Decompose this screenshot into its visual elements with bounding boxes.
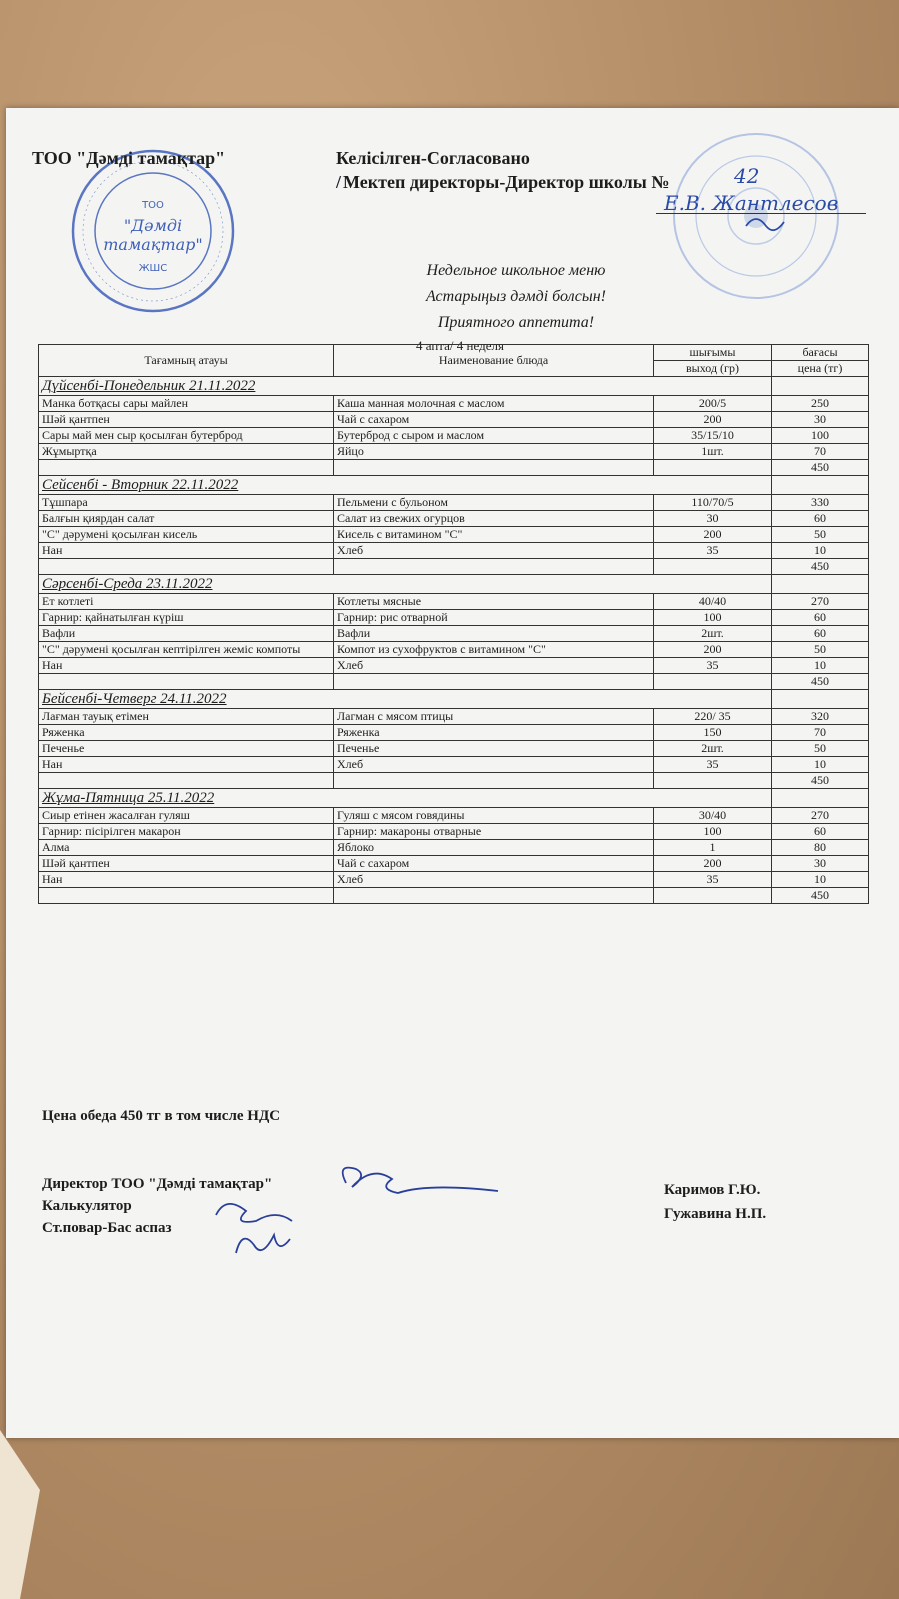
director-label: Директор ТОО "Дәмді тамақтар"	[42, 1176, 273, 1192]
dish-price: 50	[772, 741, 869, 757]
dish-price: 250	[772, 396, 869, 412]
director-line: / Мектеп директоры-Директор школы №	[336, 172, 670, 192]
table-row	[39, 543, 869, 559]
dish-name-ru: Вафли	[334, 626, 654, 642]
table-row	[39, 511, 869, 527]
col-header-name-kz: Тағамның атауы	[39, 345, 334, 377]
dish-name-ru: Котлеты мясные	[334, 594, 654, 610]
empty-cell	[334, 888, 654, 904]
dish-price: 60	[772, 511, 869, 527]
menu-title: Недельное школьное меню	[426, 262, 606, 279]
day-total: 450	[772, 888, 869, 904]
dish-price: 50	[772, 642, 869, 658]
director-signature	[656, 178, 846, 248]
dish-yield: 35	[654, 872, 772, 888]
dish-name-ru: Яйцо	[334, 444, 654, 460]
approval-block	[336, 146, 669, 194]
dish-price: 60	[772, 610, 869, 626]
total-row	[39, 674, 869, 690]
dish-price: 330	[772, 495, 869, 511]
menu-table	[38, 344, 869, 904]
dish-yield: 200	[654, 527, 772, 543]
dish-name-ru: Салат из свежих огурцов	[334, 511, 654, 527]
total-row	[39, 888, 869, 904]
table-row	[39, 527, 869, 543]
dish-name-kz: Жұмыртқа	[39, 444, 334, 460]
dish-yield: 110/70/5	[654, 495, 772, 511]
dish-name-kz: Гарнир: пісірілген макарон	[39, 824, 334, 840]
table-row	[39, 396, 869, 412]
empty-cell	[772, 690, 869, 709]
calculator-label: Калькулятор	[42, 1198, 132, 1214]
dish-name-kz: Нан	[39, 757, 334, 773]
dish-name-kz: Шәй қантпен	[39, 412, 334, 428]
dish-yield: 150	[654, 725, 772, 741]
dish-name-kz: Тұшпара	[39, 495, 334, 511]
day-title: Дүйсенбі-Понедельник 21.11.2022	[39, 377, 772, 396]
company-stamp	[68, 146, 238, 316]
dish-name-kz: Балғын қиярдан салат	[39, 511, 334, 527]
menu-title-block	[386, 258, 646, 336]
dish-yield: 35/15/10	[654, 428, 772, 444]
wish-ru: Приятного аппетита!	[437, 314, 595, 331]
dish-name-kz: Сиыр етінен жасалған гуляш	[39, 808, 334, 824]
empty-cell	[654, 674, 772, 690]
table-row	[39, 709, 869, 725]
empty-cell	[334, 559, 654, 575]
table-row	[39, 872, 869, 888]
dish-name-kz: Ет котлеті	[39, 594, 334, 610]
dish-price: 30	[772, 412, 869, 428]
calculator-name: Гужавина Н.П.	[664, 1206, 767, 1222]
stamp-bottom-text: ЖШС	[138, 263, 168, 274]
empty-cell	[772, 575, 869, 594]
day-title: Жұма-Пятница 25.11.2022	[39, 789, 772, 808]
agreed-label: Келісілген-Согласовано	[336, 148, 530, 168]
dish-name-ru: Кисель с витамином "С"	[334, 527, 654, 543]
stamp-top-text: ТОО	[142, 200, 164, 211]
dish-yield: 200	[654, 856, 772, 872]
dish-yield: 35	[654, 658, 772, 674]
dish-yield: 35	[654, 757, 772, 773]
school-number: 42	[734, 164, 760, 188]
empty-cell	[654, 559, 772, 575]
dish-name-ru: Чай с сахаром	[334, 412, 654, 428]
dish-name-kz: Нан	[39, 658, 334, 674]
dish-name-kz: Сары май мен сыр қосылған бутерброд	[39, 428, 334, 444]
dish-name-kz: Нан	[39, 872, 334, 888]
dish-price: 70	[772, 725, 869, 741]
empty-cell	[39, 773, 334, 789]
dish-price: 60	[772, 824, 869, 840]
col-header-yield-kz: шығымы	[654, 345, 772, 361]
day-header-row	[39, 575, 869, 594]
table-row	[39, 856, 869, 872]
footer-signatures	[196, 1153, 516, 1263]
table-row	[39, 594, 869, 610]
dish-price: 10	[772, 757, 869, 773]
day-total: 450	[772, 674, 869, 690]
stamp-name-line1: "Дәмді	[123, 216, 183, 235]
table-row	[39, 658, 869, 674]
dish-price: 50	[772, 527, 869, 543]
empty-cell	[772, 377, 869, 396]
table-row	[39, 495, 869, 511]
table-row	[39, 610, 869, 626]
dish-price: 80	[772, 840, 869, 856]
dish-name-ru: Ряженка	[334, 725, 654, 741]
dish-name-ru: Хлеб	[334, 543, 654, 559]
week-label: 4 апта/ 4 неделя	[416, 338, 504, 353]
dish-yield: 100	[654, 610, 772, 626]
total-row	[39, 773, 869, 789]
dish-price: 10	[772, 543, 869, 559]
table-row	[39, 642, 869, 658]
day-header-row	[39, 377, 869, 396]
empty-cell	[39, 888, 334, 904]
day-total: 450	[772, 559, 869, 575]
chef-label: Ст.повар-Бас аспаз	[42, 1220, 172, 1236]
dish-name-ru: Бутерброд с сыром и маслом	[334, 428, 654, 444]
dish-name-kz: Печенье	[39, 741, 334, 757]
table-row	[39, 626, 869, 642]
dish-yield: 200	[654, 412, 772, 428]
dish-yield: 30/40	[654, 808, 772, 824]
day-header-row	[39, 789, 869, 808]
day-title: Бейсенбі-Четверг 24.11.2022	[39, 690, 772, 709]
table-row	[39, 808, 869, 824]
table-row	[39, 428, 869, 444]
dish-yield: 200	[654, 642, 772, 658]
empty-cell	[334, 773, 654, 789]
dish-name-ru: Лагман с мясом птицы	[334, 709, 654, 725]
dish-yield: 40/40	[654, 594, 772, 610]
dish-price: 270	[772, 808, 869, 824]
empty-cell	[654, 460, 772, 476]
dish-name-ru: Каша манная молочная с маслом	[334, 396, 654, 412]
empty-cell	[772, 476, 869, 495]
dish-name-ru: Хлеб	[334, 872, 654, 888]
dish-name-ru: Хлеб	[334, 757, 654, 773]
signature-text: Е.В. Жантлесов	[664, 191, 839, 215]
table-row	[39, 412, 869, 428]
empty-cell	[654, 773, 772, 789]
signatory-names	[664, 1178, 766, 1226]
dish-name-kz: Манка ботқасы сары майлен	[39, 396, 334, 412]
total-row	[39, 559, 869, 575]
dish-name-kz: Алма	[39, 840, 334, 856]
stamp-name-line2: тамақтар"	[103, 235, 203, 254]
dish-name-ru: Печенье	[334, 741, 654, 757]
dish-yield: 100	[654, 824, 772, 840]
dish-name-ru: Хлеб	[334, 658, 654, 674]
dish-price: 100	[772, 428, 869, 444]
table-row	[39, 840, 869, 856]
day-header-row	[39, 690, 869, 709]
empty-cell	[334, 674, 654, 690]
wish-kz: Астарыңыз дәмді болсын!	[426, 288, 606, 305]
director-name: Каримов Г.Ю.	[664, 1182, 761, 1198]
dish-name-kz: Лағман тауық етімен	[39, 709, 334, 725]
table-row	[39, 824, 869, 840]
company-name: ТОО "Дәмді тамақтар"	[32, 148, 226, 168]
col-header-price-ru: цена (тг)	[772, 361, 869, 377]
col-header-yield-ru: выход (гр)	[654, 361, 772, 377]
table-row	[39, 757, 869, 773]
dish-price: 30	[772, 856, 869, 872]
dish-yield: 200/5	[654, 396, 772, 412]
empty-cell	[39, 674, 334, 690]
col-header-name-ru: Наименование блюда	[334, 345, 654, 377]
empty-cell	[772, 789, 869, 808]
document-sheet	[6, 108, 899, 1438]
table-row	[39, 741, 869, 757]
dish-yield: 35	[654, 543, 772, 559]
empty-cell	[334, 460, 654, 476]
director-line-text: Мектеп директоры-Директор школы №	[343, 172, 670, 192]
dish-name-ru: Чай с сахаром	[334, 856, 654, 872]
dish-name-ru: Гарнир: рис отварной	[334, 610, 654, 626]
dish-price: 70	[772, 444, 869, 460]
dish-name-ru: Гарнир: макароны отварные	[334, 824, 654, 840]
dish-name-kz: Гарнир: қайнатылған күріш	[39, 610, 334, 626]
dish-price: 270	[772, 594, 869, 610]
day-title: Сәрсенбі-Среда 23.11.2022	[39, 575, 772, 594]
table-row	[39, 444, 869, 460]
empty-cell	[39, 460, 334, 476]
day-header-row	[39, 476, 869, 495]
dish-name-kz: "С" дәрумені қосылған кептірілген жеміс компоты	[39, 642, 334, 658]
dish-name-ru: Яблоко	[334, 840, 654, 856]
day-total: 450	[772, 773, 869, 789]
dish-yield: 1	[654, 840, 772, 856]
torn-corner	[0, 1430, 60, 1599]
table-row	[39, 725, 869, 741]
dish-name-ru: Гуляш с мясом говядины	[334, 808, 654, 824]
dish-price: 10	[772, 872, 869, 888]
empty-cell	[39, 559, 334, 575]
empty-cell	[654, 888, 772, 904]
dish-yield: 2шт.	[654, 626, 772, 642]
dish-yield: 2шт.	[654, 741, 772, 757]
dish-name-kz: Нан	[39, 543, 334, 559]
dish-name-kz: Ряженка	[39, 725, 334, 741]
lunch-price: Цена обеда 450 тг в том числе НДС	[42, 1108, 281, 1124]
dish-name-kz: "С" дәрумені қосылған кисель	[39, 527, 334, 543]
col-header-price-kz: бағасы	[772, 345, 869, 361]
day-total: 450	[772, 460, 869, 476]
dish-name-kz: Шәй қантпен	[39, 856, 334, 872]
dish-price: 60	[772, 626, 869, 642]
dish-price: 10	[772, 658, 869, 674]
table-header-row	[39, 345, 869, 361]
day-title: Сейсенбі - Вторник 22.11.2022	[39, 476, 772, 495]
dish-name-ru: Пельмени с бульоном	[334, 495, 654, 511]
dish-price: 320	[772, 709, 869, 725]
dish-yield: 220/ 35	[654, 709, 772, 725]
dish-yield: 30	[654, 511, 772, 527]
dish-name-kz: Вафли	[39, 626, 334, 642]
total-row	[39, 460, 869, 476]
dish-yield: 1шт.	[654, 444, 772, 460]
dish-name-ru: Компот из сухофруктов с витамином "С"	[334, 642, 654, 658]
